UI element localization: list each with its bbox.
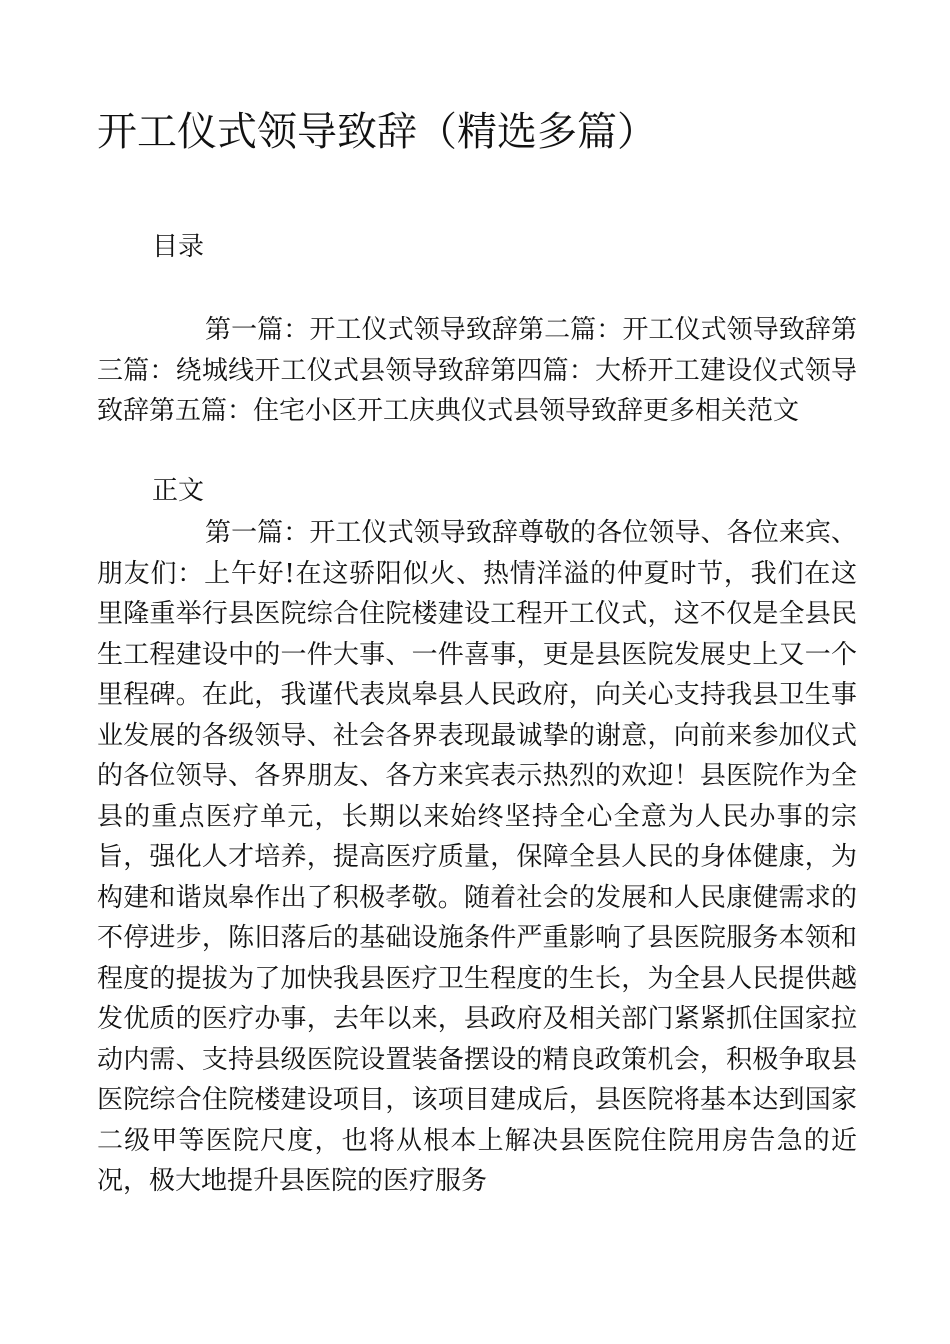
toc-paragraph: 第一篇：开工仪式领导致辞第二篇：开工仪式领导致辞第三篇：绕城线开工仪式县领导致辞第四篇：大桥开工建设仪式领导致辞第五篇：住宅小区开工庆典仪式县领导致辞更多相关范文 [97, 315, 857, 426]
body-heading: 正文 [152, 476, 205, 506]
body-paragraph: 第一篇：开工仪式领导致辞尊敬的各位领导、各位来宾、朋友们：上午好!在这骄阳似火、热情洋溢的仲夏时节，我们在这里隆重举行县医院综合住院楼建设工程开工仪式，这不仅是全县民生工程建设中的一件大事、一件喜事，更是县医院发展史上又一个里程碑。在此，我谨代表岚皋县人民政府，向关心支持我县卫生事业发展的各级领导、社会各界表现最诚挚的谢意，向前来参加仪式的各位领导、各界朋友、各方来宾表示热烈的欢迎！县医院作为全县的重点医疗单元，长期以来始终坚持全心全意为人民办事的宗旨，强化人才培养，提高医疗质量，保障全县人民的身体健康，为构建和谐岚皋作出了积极孝敬。随着社会的发展和人民康健需求的不停进步，陈旧落后的基础设施条件严重影响了县医院服务本领和程度的提拔为了加快我县医疗卫生程度的生长，为全县人民提供越发优质的医疗办事，去年以来，县政府及相关部门紧紧抓住国家拉动内需、支持县级医院设置装备摆设的精良政策机会，积极争取县医院综合住院楼建设项目，该项目建成后，县医院将基本达到国家二级甲等医院尺度，也将从根本上解决县医院住院用房告急的近况，极大地提升县医院的医疗服务 [97, 518, 857, 1196]
toc-heading: 目录 [152, 232, 205, 262]
document-title: 开工仪式领导致辞（精选多篇） [97, 109, 657, 155]
